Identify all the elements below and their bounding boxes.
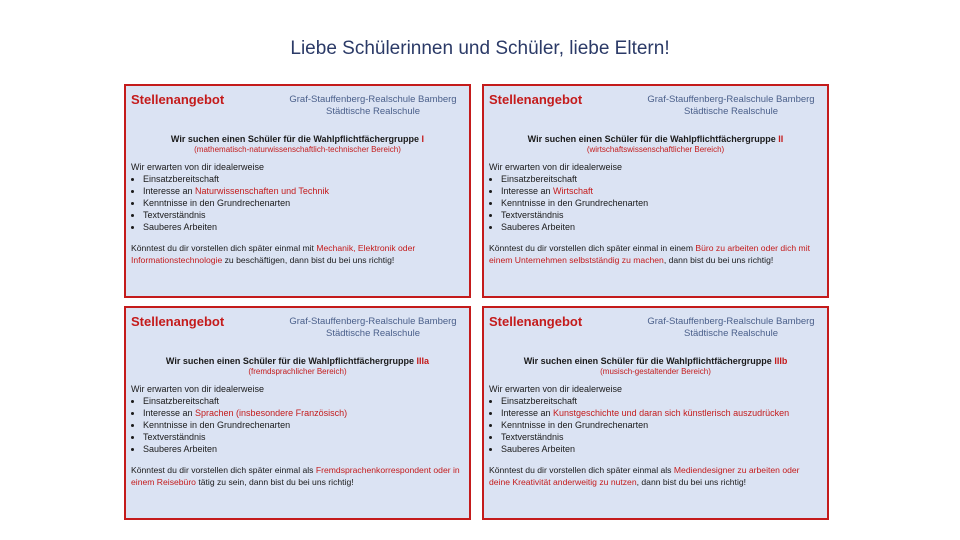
search-line <box>489 356 822 367</box>
group-label: I <box>421 134 425 144</box>
card-header <box>489 312 822 354</box>
school-line-1: Graf-Stauffenberg-Realschule Bamberg <box>289 316 457 327</box>
list-item: • Einsatzbereitschaft <box>143 173 464 185</box>
requirements-list <box>131 395 464 455</box>
list-item: • Kenntnisse in den Grundrechenarten <box>501 419 822 431</box>
search-line <box>489 134 822 145</box>
job-offer-card-3 <box>124 306 471 520</box>
school-line-1: Graf-Stauffenberg-Realschule Bamberg <box>289 94 457 105</box>
list-item: • Kenntnisse in den Grundrechenarten <box>143 197 464 209</box>
list-item: • Textverständnis <box>501 209 822 221</box>
card-title: Stellenangebot <box>489 92 583 107</box>
list-item: • Interesse an Naturwissenschaften und Technik <box>143 185 464 197</box>
list-item: • Einsatzbereitschaft <box>501 395 822 407</box>
school-line-2: Städtische Realschule <box>684 328 778 339</box>
school-line-2: Städtische Realschule <box>326 328 420 339</box>
list-item: • Sauberes Arbeiten <box>501 443 822 455</box>
list-item: • Sauberes Arbeiten <box>143 443 464 455</box>
slide-title: Liebe Schülerinnen und Schüler, liebe Eltern! <box>290 38 670 59</box>
list-item: • Interesse an Kunstgeschichte und daran sich künstlerisch auszudrücken <box>501 407 822 419</box>
area-line: (mathematisch-naturwissenschaftlich-technischer Bereich) <box>194 145 401 154</box>
school-name <box>288 316 458 340</box>
requirements-list <box>489 395 822 455</box>
closing-text: Könntest du dir vorstellen dich später einmal als Fremdsprachenkorrespondent oder in einem Reisebüro tätig zu sein, dann bist du bei uns richtig! <box>131 465 460 487</box>
card-title: Stellenangebot <box>489 314 583 329</box>
search-text: Wir suchen einen Schüler für die Wahlpflichtfächergruppe <box>527 134 779 144</box>
job-offer-card-1 <box>124 84 471 298</box>
expect-intro: Wir erwarten von dir idealerweise <box>489 384 623 394</box>
closing-text: Könntest du dir vorstellen dich später einmal als Mediendesigner zu arbeiten oder deine Kreativität anderweitig zu nutzen, dann bist du bei uns richtig! <box>489 465 800 487</box>
area-line: (fremdsprachlicher Bereich) <box>248 367 347 376</box>
list-item: • Textverständnis <box>143 431 464 443</box>
closing-text: Könntest du dir vorstellen dich später einmal mit Mechanik, Elektronik oder Informationstechnologie zu beschäftigen, dann bist du bei uns richtig! <box>131 243 416 265</box>
list-item: • Sauberes Arbeiten <box>501 221 822 233</box>
closing-text: Könntest du dir vorstellen dich später einmal in einem Büro zu arbeiten oder dich mit einem Unternehmen selbstständig zu machen, dann bist du bei uns richtig! <box>489 243 811 265</box>
school-name <box>646 316 816 340</box>
school-line-2: Städtische Realschule <box>326 106 420 117</box>
card-header <box>489 90 822 132</box>
list-item: • Kenntnisse in den Grundrechenarten <box>501 197 822 209</box>
group-label: II <box>778 134 784 144</box>
area-line: (wirtschaftswissenschaftlicher Bereich) <box>586 145 725 154</box>
search-text: Wir suchen einen Schüler für die Wahlpflichtfächergruppe <box>170 134 422 144</box>
list-item: • Textverständnis <box>501 431 822 443</box>
area-line: (musisch-gestaltender Bereich) <box>600 367 711 376</box>
school-line-2: Städtische Realschule <box>684 106 778 117</box>
list-item: • Interesse an Sprachen (insbesondere Französisch) <box>143 407 464 419</box>
expect-intro: Wir erwarten von dir idealerweise <box>489 162 623 172</box>
expect-intro: Wir erwarten von dir idealerweise <box>131 384 265 394</box>
school-line-1: Graf-Stauffenberg-Realschule Bamberg <box>647 316 815 327</box>
requirements-list <box>131 173 464 233</box>
search-line <box>131 134 464 145</box>
group-label: IIIa <box>416 356 430 366</box>
list-item: • Einsatzbereitschaft <box>143 395 464 407</box>
requirements-list <box>489 173 822 233</box>
school-name <box>646 94 816 118</box>
card-title: Stellenangebot <box>131 314 225 329</box>
card-title: Stellenangebot <box>131 92 225 107</box>
group-label: IIIb <box>774 356 788 366</box>
job-offer-card-2 <box>482 84 829 298</box>
search-line <box>131 356 464 367</box>
search-text: Wir suchen einen Schüler für die Wahlpflichtfächergruppe <box>523 356 775 366</box>
expect-intro: Wir erwarten von dir idealerweise <box>131 162 265 172</box>
list-item: • Textverständnis <box>143 209 464 221</box>
list-item: • Sauberes Arbeiten <box>143 221 464 233</box>
school-name <box>288 94 458 118</box>
card-header <box>131 312 464 354</box>
job-offer-card-4 <box>482 306 829 520</box>
list-item: • Kenntnisse in den Grundrechenarten <box>143 419 464 431</box>
search-text: Wir suchen einen Schüler für die Wahlpflichtfächergruppe <box>165 356 417 366</box>
card-header <box>131 90 464 132</box>
list-item: • Einsatzbereitschaft <box>501 173 822 185</box>
school-line-1: Graf-Stauffenberg-Realschule Bamberg <box>647 94 815 105</box>
list-item: • Interesse an Wirtschaft <box>501 185 822 197</box>
